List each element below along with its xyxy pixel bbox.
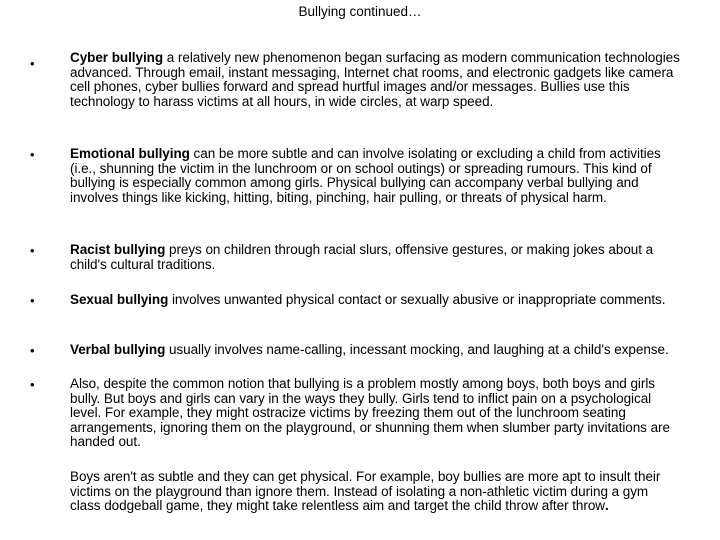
bullet-text bbox=[70, 147, 682, 205]
bullet-text bbox=[70, 377, 682, 450]
slide-title: Bullying continued… bbox=[298, 4, 422, 19]
closing-body: Boys aren't as subtle and they can get physical. For example, boy bullies are more apt to insult their victims on the playground than ignore them. Instead of isolating a non-athletic victim during a gym class dodgeball game, they might take relentless aim and target the child throw after throw bbox=[70, 469, 661, 513]
closing-end-mark: . bbox=[604, 498, 609, 513]
bullet-body: can be more subtle and can involve isolating or excluding a child from activities (i.e., shunning the victim in the lunchroom or on school outings) or spreading rumours. This kind of bullying is especially common among girls. Physical bullying can accompany verbal bullying and involves things like kicking, hitting, biting, pinching, hair pulling, or threats of physical harm. bbox=[70, 146, 661, 205]
bullet-marker: • bbox=[30, 343, 35, 358]
bullet-body: a relatively new phenomenon began surfacing as modern communication technologies advanced. Through email, instant messaging, Internet chat rooms, and electronic gadgets like camera cell phones, cyber bullies forward and spread hurtful images and/or messages. Bullies use this technology to harass victims at all hours, in wide circles, at warp speed. bbox=[70, 50, 680, 109]
bullet-body: usually involves name-calling, incessant mocking, and laughing at a child's expense. bbox=[165, 342, 669, 357]
bullet-body: preys on children through racial slurs, offensive gestures, or making jokes about a child's cultural traditions. bbox=[70, 242, 654, 272]
bullet-term: Cyber bullying bbox=[70, 50, 164, 65]
bullet-text bbox=[70, 343, 682, 358]
bullet-body: involves unwanted physical contact or sexually abusive or inappropriate comments. bbox=[168, 292, 666, 307]
bullet-body: Also, despite the common notion that bullying is a problem mostly among boys, both boys and girls bully. But boys and girls can vary in the ways they bully. Girls tend to inflict pain on a psychological level. For example, they might ostracize victims by freezing them out of the lunchroom seating arrangements, ignoring them on the playground, or shunning them when slumber party invitations are handed out. bbox=[70, 376, 670, 449]
bullet-marker: • bbox=[30, 147, 35, 162]
bullet-text bbox=[70, 293, 682, 308]
bullet-marker: • bbox=[30, 56, 35, 71]
bullet-term: Racist bullying bbox=[70, 242, 166, 257]
bullet-marker: • bbox=[30, 243, 35, 258]
bullet-text bbox=[70, 243, 682, 272]
bullet-term: Emotional bullying bbox=[70, 146, 190, 161]
bullet-term: Verbal bullying bbox=[70, 342, 166, 357]
bullet-text bbox=[70, 51, 682, 109]
bullet-marker: • bbox=[30, 377, 35, 392]
closing-text bbox=[70, 470, 682, 514]
bullet-marker: • bbox=[30, 293, 35, 308]
bullet-term: Sexual bullying bbox=[70, 292, 169, 307]
